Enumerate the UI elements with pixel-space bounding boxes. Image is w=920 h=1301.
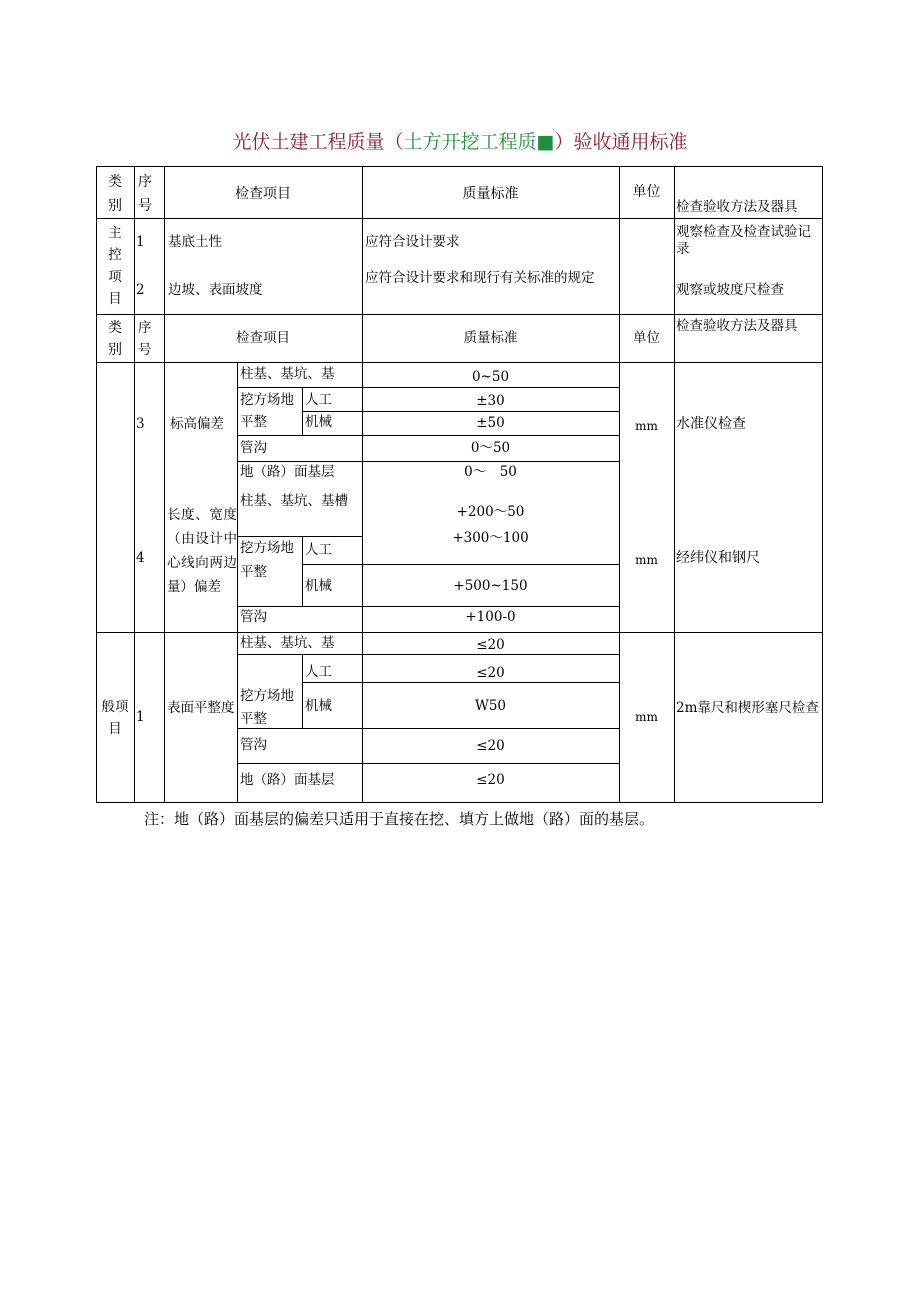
g3-sub-pit: 柱基、基坑、基 [240, 366, 335, 382]
main-category-label [100, 222, 130, 310]
g3-value-pit: 0~50 [471, 369, 510, 385]
general-sub-road: 地（路）面基层 [240, 772, 335, 788]
header2-method: 检查验收方法及器具 [676, 318, 798, 334]
header2-quality-standard: 质量标准 [463, 330, 518, 346]
g4-sub-site-a: 挖方场地 [240, 540, 294, 556]
g4-value-manual: +300～100 [452, 530, 529, 546]
g3-sub-road: 地（路）面基层 [240, 464, 335, 480]
g3-sub-site-b: 平整 [240, 414, 267, 430]
g4-sub-machine: 机械 [305, 578, 332, 594]
general-sub-site-a: 挖方场地 [240, 688, 294, 704]
main-category-char: 目 [108, 291, 122, 307]
main-row-1-item: 基底土性 [168, 234, 222, 250]
g3-sub-machine: 机械 [305, 414, 332, 430]
g3-unit: mm [635, 419, 658, 433]
header2-seq-2: 号 [138, 342, 152, 358]
g4-method: 经纬仪和钢尺 [676, 550, 760, 566]
footnote: 注：地（路）面基层的偏差只适用于直接在挖、填方上做地（路）面的基层。 [144, 810, 655, 828]
g4-item: 长度、宽度（由设计中心线向两边量）偏差 [167, 507, 237, 595]
header2-unit: 单位 [633, 330, 660, 346]
header2-category-1: 类 [108, 320, 122, 336]
general-sub-site-b: 平整 [240, 711, 267, 727]
header-unit: 单位 [632, 184, 661, 200]
header2-seq-1: 序 [138, 320, 152, 336]
header2-check-item: 检查项目 [236, 330, 290, 346]
main-category-char: 控 [108, 247, 122, 263]
general-value-machine: W50 [474, 698, 507, 714]
general-sub-pit: 柱基、基坑、基 [240, 635, 335, 651]
main-row-1-method: 观察检查及检查试验记录 [676, 224, 811, 257]
main-row-2-standard: 应符合设计要求和现行有关标准的规定 [365, 270, 595, 286]
header2-category-2: 别 [108, 342, 122, 358]
g4-value-pit: +200～50 [456, 504, 525, 520]
general-seq: 1 [136, 709, 145, 725]
g3-sub-ditch: 管沟 [240, 440, 267, 456]
g3-item: 标高偏差 [170, 416, 224, 432]
g4-sub-pit: 柱基、基坑、基槽 [240, 493, 348, 509]
header-category-2: 别 [108, 198, 122, 214]
general-method: 2m靠尺和楔形塞尺检查 [676, 700, 819, 716]
header-method: 检查验收方法及器具 [676, 199, 798, 215]
g4-value-ditch: +100-0 [465, 609, 516, 625]
g3-value-ditch: 0～50 [470, 440, 511, 456]
g3-value-machine: ±50 [476, 415, 505, 431]
general-value-road: ≤20 [476, 772, 505, 788]
g3-seq: 3 [136, 416, 145, 432]
main-row-2-method: 观察或坡度尺检查 [676, 282, 784, 298]
header-check-item: 检查项目 [235, 186, 291, 202]
header-category-1: 类 [108, 174, 122, 190]
main-category-char: 主 [108, 225, 122, 241]
title-part-2: 土方开挖工程质■ [403, 131, 555, 153]
header-seq-2: 号 [138, 198, 152, 214]
title-part-1: 光伏土建工程质量（ [232, 131, 404, 153]
general-value-pit: ≤20 [476, 637, 505, 653]
header-quality-standard: 质量标准 [462, 186, 519, 202]
general-sub-ditch: 管沟 [240, 737, 267, 753]
g3-method: 水准仪检查 [676, 416, 746, 432]
g4-sub-site-b: 平整 [240, 564, 267, 580]
main-row-1-seq: 1 [136, 234, 145, 250]
document-title [0, 127, 920, 154]
g4-value-machine: +500~150 [453, 578, 528, 594]
g3-value-road: 0～ 50 [464, 464, 517, 480]
general-item: 表面平整度 [167, 700, 235, 716]
general-sub-manual: 人工 [305, 664, 332, 680]
g4-seq: 4 [136, 550, 145, 566]
g4-sub-ditch: 管沟 [240, 609, 267, 625]
g3-sub-site-a: 挖方场地 [240, 392, 294, 408]
g4-sub-manual: 人工 [305, 542, 332, 558]
g3-sub-manual: 人工 [305, 392, 332, 408]
main-row-2-seq: 2 [136, 282, 145, 298]
main-category-char: 项 [108, 269, 122, 285]
g4-unit: mm [635, 553, 658, 567]
g3-value-manual: ±30 [476, 393, 505, 409]
general-sub-machine: 机械 [305, 698, 332, 714]
general-value-ditch: ≤20 [476, 738, 505, 754]
general-unit: mm [635, 710, 658, 724]
general-value-manual: ≤20 [476, 665, 505, 681]
acceptance-standard-table [96, 166, 823, 803]
main-row-1-standard: 应符合设计要求 [365, 234, 460, 250]
main-row-2-item: 边坡、表面坡度 [168, 282, 263, 298]
header-seq-1: 序 [138, 174, 152, 190]
general-category: 般项目 [101, 699, 129, 737]
title-part-3: ）验收通用标准 [554, 131, 688, 153]
